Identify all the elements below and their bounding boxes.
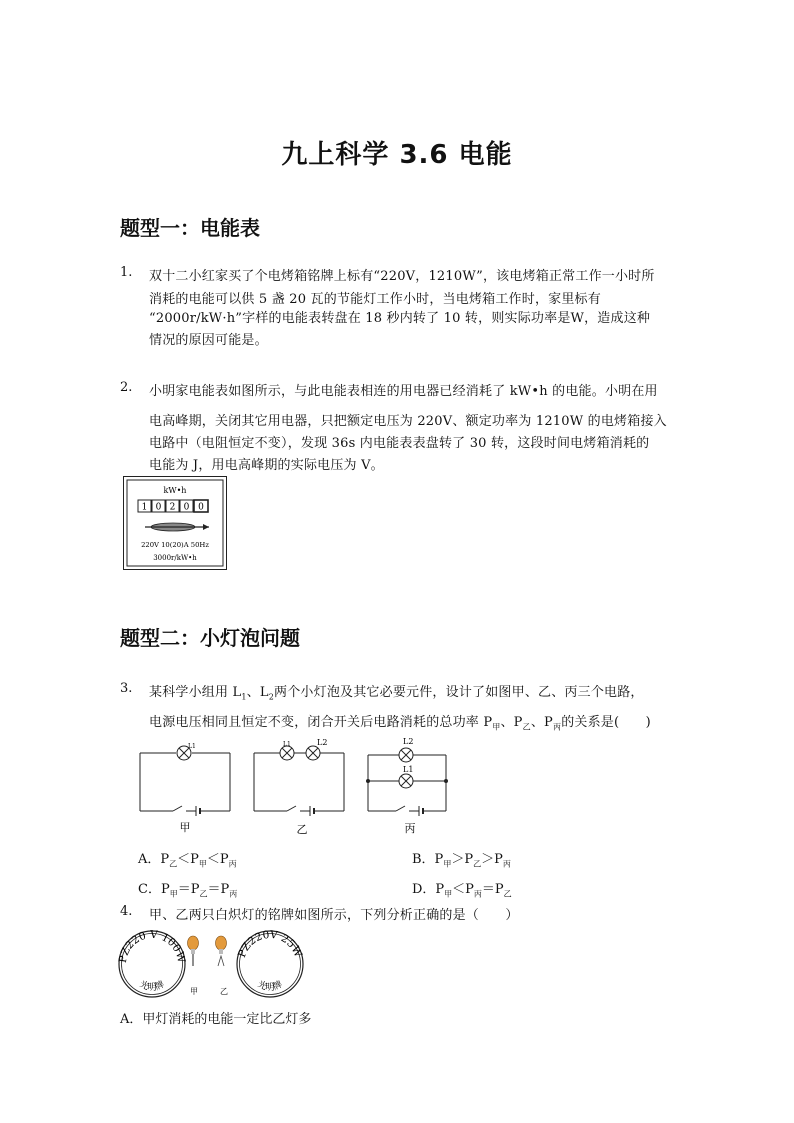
q3-sub: 1	[241, 692, 247, 702]
meter-digit: 0	[183, 502, 190, 513]
question-2-line-2: 电高峰期，关闭其它用电器，只把额定电压为 220V、额定功率为 1210W 的电烤箱接入	[149, 414, 667, 429]
opt-text: ＝P	[177, 882, 200, 897]
q3-sub: 乙	[522, 722, 531, 732]
label-l1: L1	[188, 743, 196, 750]
question-4-number: 4.	[120, 904, 133, 919]
q3-option-a[interactable]	[138, 848, 237, 870]
meter-digit: 0	[155, 502, 162, 513]
bulb-yi-icon	[216, 936, 227, 966]
bulb-jia-label: 甲	[190, 987, 198, 996]
question-1-line-3: “2000r/kW·h”字样的电能表转盘在 18 秒内转了 10 转，则实际功率是W，造成这种	[149, 311, 651, 326]
label-l1: L1	[403, 765, 414, 774]
q3-text: 、P	[530, 715, 553, 730]
opt-sub: 甲	[443, 859, 452, 869]
opt-text: ＝P	[207, 882, 230, 897]
q3-text: 、L	[246, 685, 269, 700]
question-1-line-4: 情况的原因可能是。	[149, 333, 268, 348]
question-3-line-1	[149, 681, 644, 702]
label-l1: L1	[283, 741, 291, 748]
nameplate-jia	[117, 929, 187, 997]
q3-text: 、P	[500, 715, 523, 730]
nameplate-yi-rating: PZ220V 25W	[236, 928, 305, 960]
opt-sub: 乙	[473, 859, 482, 869]
meter-spec: 220V 10(20)A 50Hz	[141, 541, 209, 549]
label-l2: L2	[317, 738, 328, 747]
lamp-nameplates-figure	[114, 926, 310, 998]
question-1-line-1: 双十二小红家买了个电烤箱铭牌上标有“220V，1210W”，该电烤箱正常工作一小时所	[149, 269, 655, 284]
q3-sub: 丙	[553, 722, 562, 732]
label-jia: 甲	[179, 821, 191, 834]
circuit-jia	[140, 746, 230, 816]
q3-text: 某科学小组用 L	[149, 685, 242, 700]
meter-revolutions: 3000r/kW•h	[153, 554, 197, 562]
opt-text: ＝P	[481, 882, 504, 897]
q3-option-c[interactable]	[138, 878, 237, 900]
label-bing: 丙	[404, 822, 416, 835]
question-2-number: 2.	[120, 380, 133, 395]
opt-text: ＞P	[451, 852, 474, 867]
label-l2: L2	[403, 737, 414, 746]
q4-option-a[interactable]: A．甲灯消耗的电能一定比乙灯多	[120, 1012, 312, 1027]
q3-option-d[interactable]	[412, 878, 512, 900]
nameplate-jia-rating: PZ220 V 100W	[116, 928, 188, 964]
meter-digit: 0	[198, 502, 204, 513]
junction-dot	[366, 779, 370, 783]
opt-text: ＜P	[452, 882, 474, 897]
question-2-line-4: 电能为 J，用电高峰期的实际电压为 V。	[149, 458, 384, 473]
circuit-yi	[254, 746, 344, 816]
nameplate-jia-brand: 光明牌	[137, 979, 167, 993]
circuit-diagrams	[130, 733, 460, 837]
q3-sub: 甲	[492, 722, 501, 732]
question-3-number: 3.	[120, 681, 133, 696]
opt-sub: 乙	[199, 889, 208, 899]
meter-digit-boxes	[138, 500, 208, 513]
opt-sub: 乙	[169, 859, 178, 869]
opt-sub: 甲	[169, 889, 178, 899]
circuit-bing	[368, 748, 446, 816]
page-title: 九上科学 3.6 电能	[281, 140, 513, 170]
question-2-line-3: 电路中（电阻恒定不变），发现 36s 内电能表表盘转了 30 转，这段时间电烤箱消耗的	[149, 436, 650, 451]
label-yi: 乙	[296, 823, 308, 836]
question-1-number: 1.	[120, 265, 133, 280]
q3-option-b[interactable]	[412, 848, 511, 870]
opt-text: A．P	[138, 852, 170, 867]
opt-text: ＜P	[206, 852, 229, 867]
question-1-line-2: 消耗的电能可以供 5 盏 20 瓦的节能灯工作小时，当电烤箱工作时，家里标有	[149, 292, 601, 307]
meter-rotating-disc	[145, 523, 209, 531]
q3-sub: 2	[268, 692, 275, 702]
opt-sub: 丙	[229, 889, 238, 899]
meter-unit: kW•h	[163, 486, 187, 495]
opt-sub: 乙	[503, 889, 512, 899]
q3-text: 电源电压相同且恒定不变，闭合开关后电路消耗的总功率 P	[149, 715, 493, 730]
opt-sub: 甲	[444, 889, 453, 899]
question-4-line-1: 甲、乙两只白炽灯的铭牌如图所示，下列分析正确的是（ ）	[149, 908, 519, 923]
opt-sub: 丙	[473, 889, 482, 899]
q3-text: 的关系是( )	[561, 715, 651, 730]
opt-sub: 丙	[502, 859, 511, 869]
bulb-yi-label: 乙	[220, 987, 228, 996]
opt-text: ＜P	[177, 852, 199, 867]
q3-text: 两个小灯泡及其它必要元件，设计了如图甲、乙、丙三个电路，	[274, 685, 644, 700]
junction-dot	[444, 779, 448, 783]
section-heading-2: 题型二：小灯泡问题	[120, 626, 300, 650]
question-2-line-1: 小明家电能表如图所示，与此电能表相连的用电器已经消耗了 kW•h 的电能。小明在用	[149, 384, 658, 399]
opt-text: D．P	[412, 882, 445, 897]
electric-meter-figure	[123, 476, 227, 570]
opt-text: C．P	[138, 882, 170, 897]
nameplate-yi-brand: 光明牌	[255, 979, 285, 993]
nameplate-yi	[236, 929, 304, 997]
opt-text: B．P	[412, 852, 444, 867]
section-heading-1: 题型一：电能表	[120, 216, 260, 240]
meter-digit: 1	[141, 502, 148, 513]
meter-digit: 2	[169, 502, 176, 513]
question-3-line-2	[149, 711, 651, 733]
opt-sub: 甲	[198, 859, 207, 869]
opt-sub: 丙	[228, 859, 237, 869]
bulb-jia-icon	[188, 936, 199, 966]
opt-text: ＞P	[481, 852, 503, 867]
